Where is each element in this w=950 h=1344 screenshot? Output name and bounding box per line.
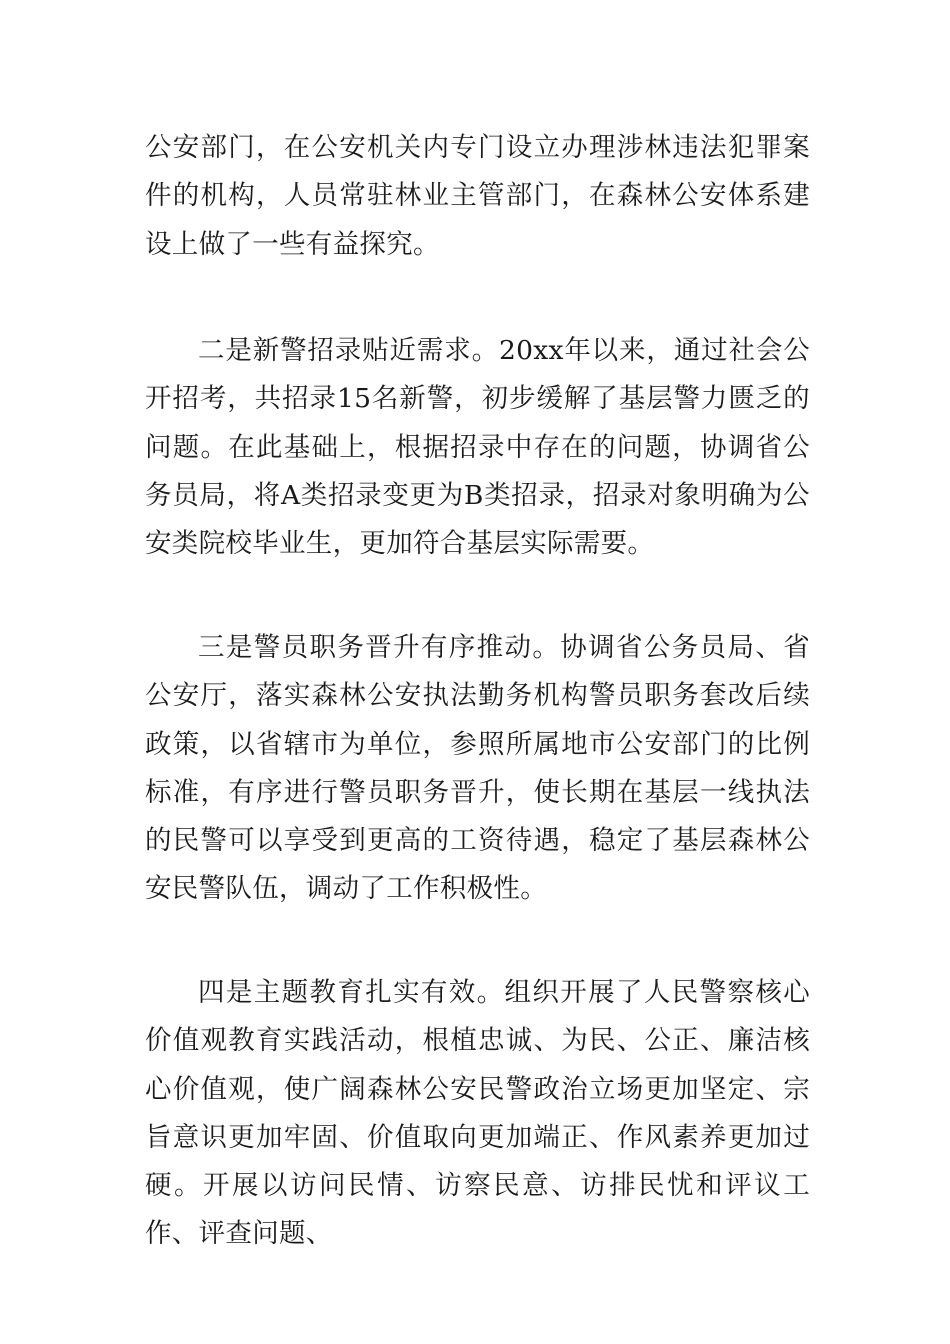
paragraph-continuation: 公安部门，在公安机关内专门设立办理涉林违法犯罪案件的机构，人员常驻林业主管部门，在森林公安体系建设上做了一些有益探究。: [145, 132, 810, 260]
paragraph-recruitment: 二是新警招录贴近需求。20xx年以来，通过社会公开招考，共招录15名新警，初步缓解了基层警力匮乏的问题。在此基础上，根据招录中存在的问题，协调省公务员局，将A类招录变更为B类招录，招录对象明确为公安类院校毕业生，更加符合基层实际需要。: [145, 335, 810, 560]
paragraph-promotion: 三是警员职务晋升有序推动。协调省公务员局、省公安厅，落实森林公安执法勤务机构警员职务套改后续政策，以省辖市为单位，参照所属地市公安部门的比例标准，有序进行警员职务晋升，使长期在基层一线执法的民警可以享受到更高的工资待遇，稳定了基层森林公安民警队伍，调动了工作积极性。: [145, 632, 810, 905]
paragraph-education: 四是主题教育扎实有效。组织开展了人民警察核心价值观教育实践活动，根植忠诚、为民、公正、廉洁核心价值观，使广阔森林公安民警政治立场更加坚定、宗旨意识更加牢固、价值取向更加端正、作风素养更加过硬。开展以访问民情、访察民意、访排民忧和评议工作、评查问题、: [145, 977, 810, 1250]
